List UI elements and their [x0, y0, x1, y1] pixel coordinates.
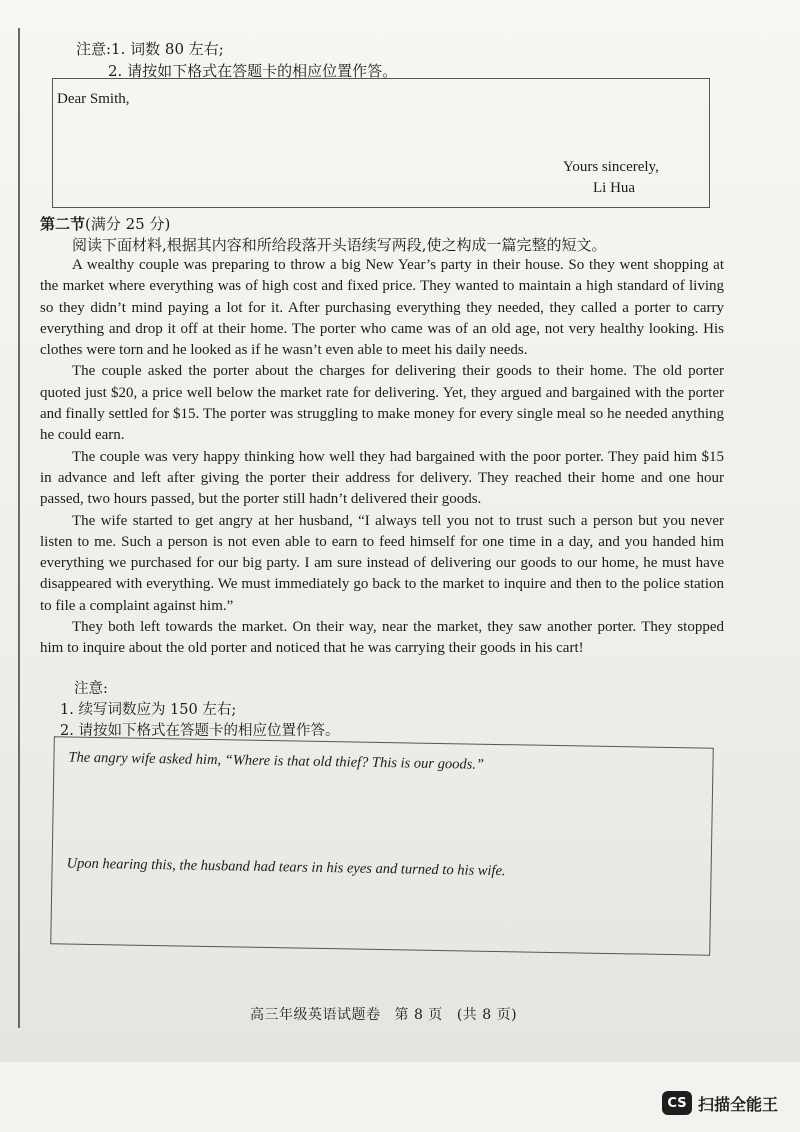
- continuation-answer-box: [50, 736, 714, 955]
- letter-closing: [563, 157, 659, 199]
- writing-notes-top: [76, 38, 397, 82]
- note2-title: 注意:: [74, 681, 108, 697]
- continuation-para1: The angry wife asked him, “Where is that old thief? This is our goods.”: [68, 749, 485, 773]
- continuation-notes: [60, 679, 339, 742]
- binding-line: [18, 28, 20, 1028]
- story-text: [40, 255, 724, 660]
- signature: Li Hua: [593, 180, 636, 196]
- section-heading: [40, 213, 170, 234]
- note-top-line2: 2. 请按如下格式在答题卡的相应位置作答。: [108, 62, 398, 80]
- letter-answer-box: [52, 78, 710, 208]
- note-top-line1: 注意:1. 词数 80 左右;: [76, 40, 224, 58]
- camscanner-logo-icon: CS: [662, 1091, 692, 1115]
- note2-item1: 1. 续写词数应为 150 左右;: [60, 702, 237, 718]
- story-paragraph: A wealthy couple was preparing to throw a big New Year’s party in their house. So they went shopping at the market where everything was of high cost and fixed price. They wanted to maintain a high standard of living so they didn’t mind paying a lot for it. After purchasing everything they needed, they called a porter to carry everything and drop it off at their home. The porter who came was of an old age, not very healthy looking. His clothes were torn and he looked as if he wasn’t even able to meet his daily needs.: [40, 257, 724, 359]
- scanner-watermark: [662, 1091, 778, 1115]
- story-paragraph: The couple was very happy thinking how well they had bargained with the poor porter. They paid him $15 in advance and left after giving the porter their address for delivery. They reached their home and one hour passed, two hours passed, but the porter still hadn’t delivered their goods.: [40, 448, 724, 508]
- section-title: 第二节: [40, 215, 86, 233]
- closing-line: Yours sincerely,: [563, 159, 659, 175]
- section-instruction: 阅读下面材料,根据其内容和所给段落开头语续写两段,使之构成一篇完整的短文。: [72, 236, 607, 254]
- page-footer: [250, 1004, 531, 1024]
- continuation-para2: Upon hearing this, the husband had tears in his eyes and turned to his wife.: [66, 855, 506, 880]
- section-score: (满分 25 分): [85, 215, 171, 233]
- letter-greeting: Dear Smith,: [57, 91, 130, 107]
- story-paragraph: The wife started to get angry at her husband, “I always tell you not to trust such a person but you never listen to me. Such a person is not even able to earn to feed himself for one time in a day, and you handed him everything we purchased for our big party. I am sure instead of delivering our goods to our home, he must have disappeared with everything. We must immediately go back to the market to inquire and then to the police station to file a complaint against him.”: [40, 512, 724, 614]
- footer-total-pages: (共 8 页): [456, 1007, 518, 1023]
- footer-exam-title: 高三年级英语试题卷: [250, 1007, 381, 1023]
- camscanner-app-name: 扫描全能王: [698, 1094, 779, 1114]
- story-paragraph: The couple asked the porter about the charges for delivering their goods to their home. The old porter quoted just $20, a price well below the market rate for delivering. Yet, they argued and bargained with the porter and finally settled for $15. The porter was struggling to make money for every single meal so he needed anything he could earn.: [40, 363, 724, 444]
- story-paragraph: They both left towards the market. On their way, near the market, they saw another porter. They stopped him to inquire about the old porter and noticed that he was carrying their goods in his cart!: [40, 619, 724, 657]
- note2-item2: 2. 请按如下格式在答题卡的相应位置作答。: [60, 723, 340, 739]
- footer-page-number: 第 8 页: [394, 1007, 443, 1023]
